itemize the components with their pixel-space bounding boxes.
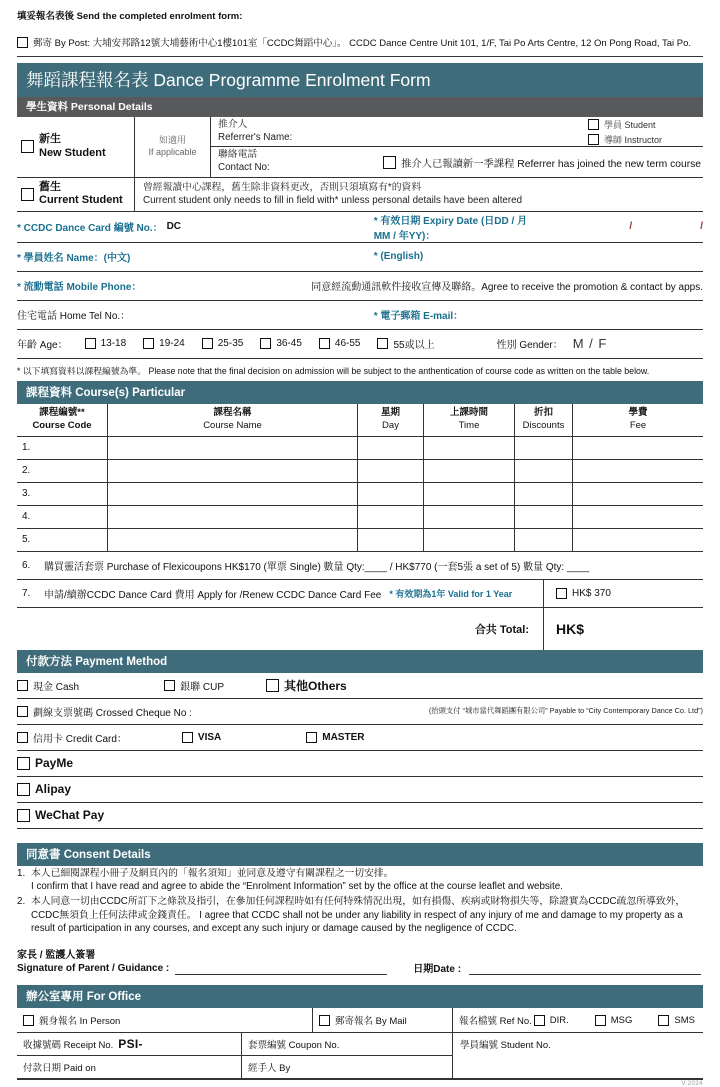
referrer-joined-option: 推介人已報讀新一季課程 Referrer has joined the new term course [383, 155, 703, 170]
current-student-cell [17, 178, 135, 211]
age-19-24-checkbox[interactable] [143, 338, 154, 349]
flexicoupons-text[interactable]: 購買靈活套票 Purchase of Flexicoupons HK$170 (單票 Single) 數量 Qty:____ / HK$770 (一套5張 a set of 5) 數量 Qty: ____ [44, 561, 590, 573]
by-post-label: 郵寄 By Post: 大埔安邦路12號大埔藝術中心1樓101室「CCDC舞蹈中心」。 CCDC Dance Centre Unit 101, 1/F, Tai Po Arts Centre, 12 On Pong Road, Tai Po. [33, 38, 692, 49]
by-mail-checkbox[interactable] [319, 1015, 330, 1026]
send-form-note: 填妥報名表後 Send the completed enrolment form: [17, 11, 243, 22]
in-person-cell: 親身報名 In Person [17, 1008, 312, 1032]
date-slash: / [629, 221, 633, 233]
payme-checkbox[interactable] [17, 757, 30, 770]
receipt-prefix: PSI- [118, 1037, 143, 1052]
ref-no-label[interactable]: 報名檔號 Ref No. [459, 1016, 532, 1028]
course-cell[interactable] [107, 529, 357, 552]
payment-row-wechat: WeChat Pay [17, 803, 703, 829]
by-mail-cell: 郵寄報名 By Mail [312, 1008, 452, 1032]
dance-card-fee-option: HK$ 370 [543, 580, 703, 607]
course-table [17, 404, 703, 552]
form-version: V.2024 [681, 1081, 703, 1087]
course-row-4: 4. [17, 506, 703, 529]
course-cell[interactable] [357, 437, 423, 460]
course-table-header [17, 404, 703, 437]
mobile-row [17, 272, 703, 301]
course-cell[interactable] [514, 460, 572, 483]
consent-item-1: 1. 本人已細閱課程小冊子及網頁內的「報名須知」並同意及遵守有關課程之一切安排。 I confirm that I have read and agree to abide the “Enrolment Information” set by the office at the course leaflet and website. [17, 867, 563, 893]
course-cell[interactable] [107, 437, 357, 460]
payment-row-cheque: 劃線支票號碼 Crossed Cheque No : (抬頭支付 “城市當代舞蹈團有限公司” Payable to “City Contemporary Dance Co. Ltd”) [17, 699, 703, 725]
signature-label: 家長 / 監護人簽署 Signature of Parent / Guidance : [17, 950, 170, 975]
referrer-cell [211, 117, 703, 177]
handled-by-cell[interactable]: 經手人 By [241, 1056, 452, 1078]
payment-row-credit: 信用卡 Credit Card： VISA MASTER [17, 725, 703, 751]
course-cell[interactable] [357, 506, 423, 529]
admission-note: * 以下填寫資料以課程編號為準。 Please note that the final decision on admission will be subject to the anthentication of course code as written on the table below. [17, 365, 650, 376]
office-table [17, 1008, 703, 1080]
age-55plus-checkbox[interactable] [377, 338, 388, 349]
wechat-checkbox[interactable] [17, 809, 30, 822]
age-option-6: 55或以上 [377, 336, 434, 351]
age-option-2: 19-24 [143, 338, 185, 349]
day-header: 星期 Day [357, 404, 423, 437]
others-checkbox[interactable] [266, 679, 279, 692]
alipay-checkbox[interactable] [17, 783, 30, 796]
dance-card-fee-row [17, 579, 703, 608]
receipt-no-cell[interactable]: 收據號碼 Receipt No. PSI- [23, 1037, 143, 1052]
course-cell[interactable] [514, 506, 572, 529]
home-tel-row [17, 301, 703, 330]
cheque-checkbox[interactable] [17, 706, 28, 717]
referrer-role-student: 學員 Student [588, 118, 703, 131]
fee-header: 學費 Fee [572, 404, 703, 437]
dance-card-fee-text: 7. 申請/續辦CCDC Dance Card 費用 Apply for /Renew CCDC Dance Card Fee * 有效期為1年 Valid for 1 Year [22, 587, 513, 601]
referrer-contact-row [211, 147, 703, 176]
new-student-label: 新生 New Student [39, 133, 106, 159]
signature-field[interactable] [175, 960, 387, 975]
name-chinese-field[interactable]: * 學員姓名 Name：(中文) [17, 253, 131, 265]
referrer-role-options [588, 117, 703, 146]
email-field[interactable]: * 電子郵箱 E-mail： [373, 311, 464, 323]
by-post-checkbox[interactable] [17, 37, 28, 48]
sms-option: SMS [658, 1015, 695, 1026]
dance-card-field[interactable]: * CCDC Dance Card 編號 No.： DC [17, 221, 182, 235]
sms-checkbox[interactable] [658, 1015, 669, 1026]
total-amount-field[interactable]: HK$ [543, 608, 703, 650]
page-title: 舞蹈課程報名表 Dance Programme Enrolment Form [17, 63, 703, 97]
course-cell[interactable] [423, 437, 514, 460]
course-cell[interactable] [107, 483, 357, 506]
payment-row-alipay: Alipay [17, 777, 703, 803]
new-student-row [17, 117, 703, 178]
age-gender-row [17, 330, 703, 359]
cash-checkbox[interactable] [17, 680, 28, 691]
coupon-no-cell[interactable]: 套票編號 Coupon No. [241, 1033, 452, 1055]
discounts-header: 折扣 Discounts [514, 404, 572, 437]
age-label: 年齡 Age： [17, 340, 68, 352]
master-checkbox[interactable] [306, 732, 317, 743]
consent-item-2: 2. 本人同意一切由CCDC所訂下之條款及指引，在參加任何課程時如有任何特殊情況出現，如有損傷、疾病或財物損失等，除證實為CCDC疏忽所導致外，CCDC無須負上任何法律或金錢責任。 I agree that CCDC shall not be under any liability in respect of any injury of me and damage to my property as a result of participation in any courses, and except any such injury or damage caused by the negligence of CCDC. [17, 895, 686, 935]
section-course-particular: 課程資料 Course(s) Particular [17, 381, 703, 404]
total-row [17, 608, 703, 650]
expiry-date-field[interactable]: * 有效日期 Expiry Date (日DD / 月MM / 年YY)： / / [373, 215, 703, 242]
referrer-name-row [211, 117, 703, 147]
flexicoupons-row: 6. 購買靈活套票 Purchase of Flexicoupons HK$170 (單票 Single) 數量 Qty:____ / HK$770 (一套5張 a set of 5) 數量 Qty: ____ [22, 559, 590, 573]
cup-checkbox[interactable] [164, 680, 175, 691]
course-row-1: 1. [17, 437, 703, 460]
course-cell[interactable] [572, 460, 703, 483]
student-type-table [17, 117, 703, 212]
course-cell[interactable] [423, 529, 514, 552]
dance-card-row [17, 212, 703, 243]
course-code-header: 課程編號** Course Code [17, 404, 107, 437]
referrer-name-field[interactable]: 推介人 Referrer's Name: [218, 119, 293, 143]
course-cell[interactable] [572, 506, 703, 529]
course-cell[interactable] [514, 483, 572, 506]
office-row-2 [17, 1033, 452, 1055]
current-student-row [17, 178, 703, 212]
current-student-label: 舊生 Current Student [39, 180, 123, 207]
course-cell[interactable] [107, 460, 357, 483]
mobile-field[interactable]: * 流動電話 Mobile Phone： [17, 282, 142, 294]
payable-note: (抬頭支付 “城市當代舞蹈團有限公司” Payable to “City Contemporary Dance Co. Ltd”) [428, 706, 703, 716]
age-36-45-checkbox[interactable] [260, 338, 271, 349]
date-slash: / [700, 221, 703, 233]
gender-value[interactable]: M / F [572, 336, 608, 352]
referrer-contact-field[interactable]: 聯絡電話 Contact No: [218, 149, 270, 174]
home-tel-field[interactable]: 住宅電話 Home Tel No.： [17, 311, 131, 323]
date-field[interactable] [469, 960, 701, 975]
if-applicable-cell: 如適用 If applicable [135, 117, 211, 177]
dir-checkbox[interactable] [534, 1015, 545, 1026]
office-row-3 [17, 1055, 452, 1078]
section-personal-details: 學生資料 Personal Details [17, 97, 703, 117]
ref-no-cell [452, 1008, 703, 1032]
student-no-cell[interactable]: 學員編號 Student No. [452, 1033, 703, 1078]
course-row-2: 2. [17, 460, 703, 483]
date-label: 日期Date : [413, 964, 462, 976]
referrer-joined-checkbox[interactable] [383, 156, 396, 169]
age-option-5: 46-55 [319, 338, 361, 349]
course-cell[interactable] [423, 506, 514, 529]
age-option-1: 13-18 [85, 338, 127, 349]
section-for-office: 辦公室專用 For Office [17, 985, 703, 1008]
validity-note: * 有效期為1年 Valid for 1 Year [389, 588, 513, 599]
student-role-checkbox[interactable] [588, 119, 599, 130]
total-label: 合共 Total: [474, 623, 529, 636]
new-student-checkbox[interactable] [21, 140, 34, 153]
visa-checkbox[interactable] [182, 732, 193, 743]
age-13-18-checkbox[interactable] [85, 338, 96, 349]
office-row-1 [17, 1008, 703, 1033]
course-name-header: 課程名稱 Course Name [107, 404, 357, 437]
course-cell[interactable] [107, 506, 357, 529]
course-cell[interactable] [572, 483, 703, 506]
payment-row-cash: 現金 Cash 銀聯 CUP 其他Others [17, 673, 703, 699]
age-option-4: 36-45 [260, 338, 302, 349]
new-student-cell [17, 117, 135, 177]
dir-option: DIR. [534, 1015, 569, 1026]
paid-on-cell[interactable]: 付款日期 Paid on [23, 1063, 96, 1075]
course-cell[interactable] [514, 437, 572, 460]
course-cell[interactable] [423, 483, 514, 506]
signature-row [17, 945, 703, 975]
by-post-row [17, 35, 703, 57]
current-student-checkbox[interactable] [21, 188, 34, 201]
course-cell[interactable] [572, 529, 703, 552]
credit-card-checkbox[interactable] [17, 732, 28, 743]
course-cell[interactable] [423, 460, 514, 483]
course-cell[interactable] [357, 529, 423, 552]
time-header: 上課時間 Time [423, 404, 514, 437]
section-payment-method: 付款方法 Payment Method [17, 650, 703, 673]
dance-card-prefix: DC [166, 221, 182, 233]
course-row-5: 5. [17, 529, 703, 552]
course-cell[interactable] [572, 437, 703, 460]
course-cell[interactable] [514, 529, 572, 552]
office-lower-rows [17, 1033, 703, 1080]
gender-label: 性別 Gender： [496, 340, 563, 352]
age-25-35-checkbox[interactable] [202, 338, 213, 349]
payment-row-payme: PayMe [17, 751, 703, 777]
apps-consent-note: 同意經流動通訊軟件接收宣傳及聯絡。Agree to receive the promotion & contact by apps. [311, 282, 703, 294]
current-student-note: 曾經報讀中心課程，舊生除非資料更改，否則只須填寫有*的資料 Current student only needs to fill in field with* unless personal details have been altered [143, 182, 523, 207]
in-person-checkbox[interactable] [23, 1015, 34, 1026]
msg-option: MSG [595, 1015, 633, 1026]
section-consent-details: 同意書 Consent Details [17, 843, 703, 866]
name-row [17, 243, 703, 272]
msg-checkbox[interactable] [595, 1015, 606, 1026]
course-row-3: 3. [17, 483, 703, 506]
fee-370-checkbox[interactable] [556, 588, 567, 599]
age-option-3: 25-35 [202, 338, 244, 349]
date-block [413, 960, 703, 975]
course-cell[interactable] [357, 483, 423, 506]
age-46-55-checkbox[interactable] [319, 338, 330, 349]
instructor-role-checkbox[interactable] [588, 134, 599, 145]
referrer-role-instructor: 導師 Instructor [588, 133, 703, 146]
name-english-field[interactable]: * (English) [373, 251, 424, 263]
course-cell[interactable] [357, 460, 423, 483]
